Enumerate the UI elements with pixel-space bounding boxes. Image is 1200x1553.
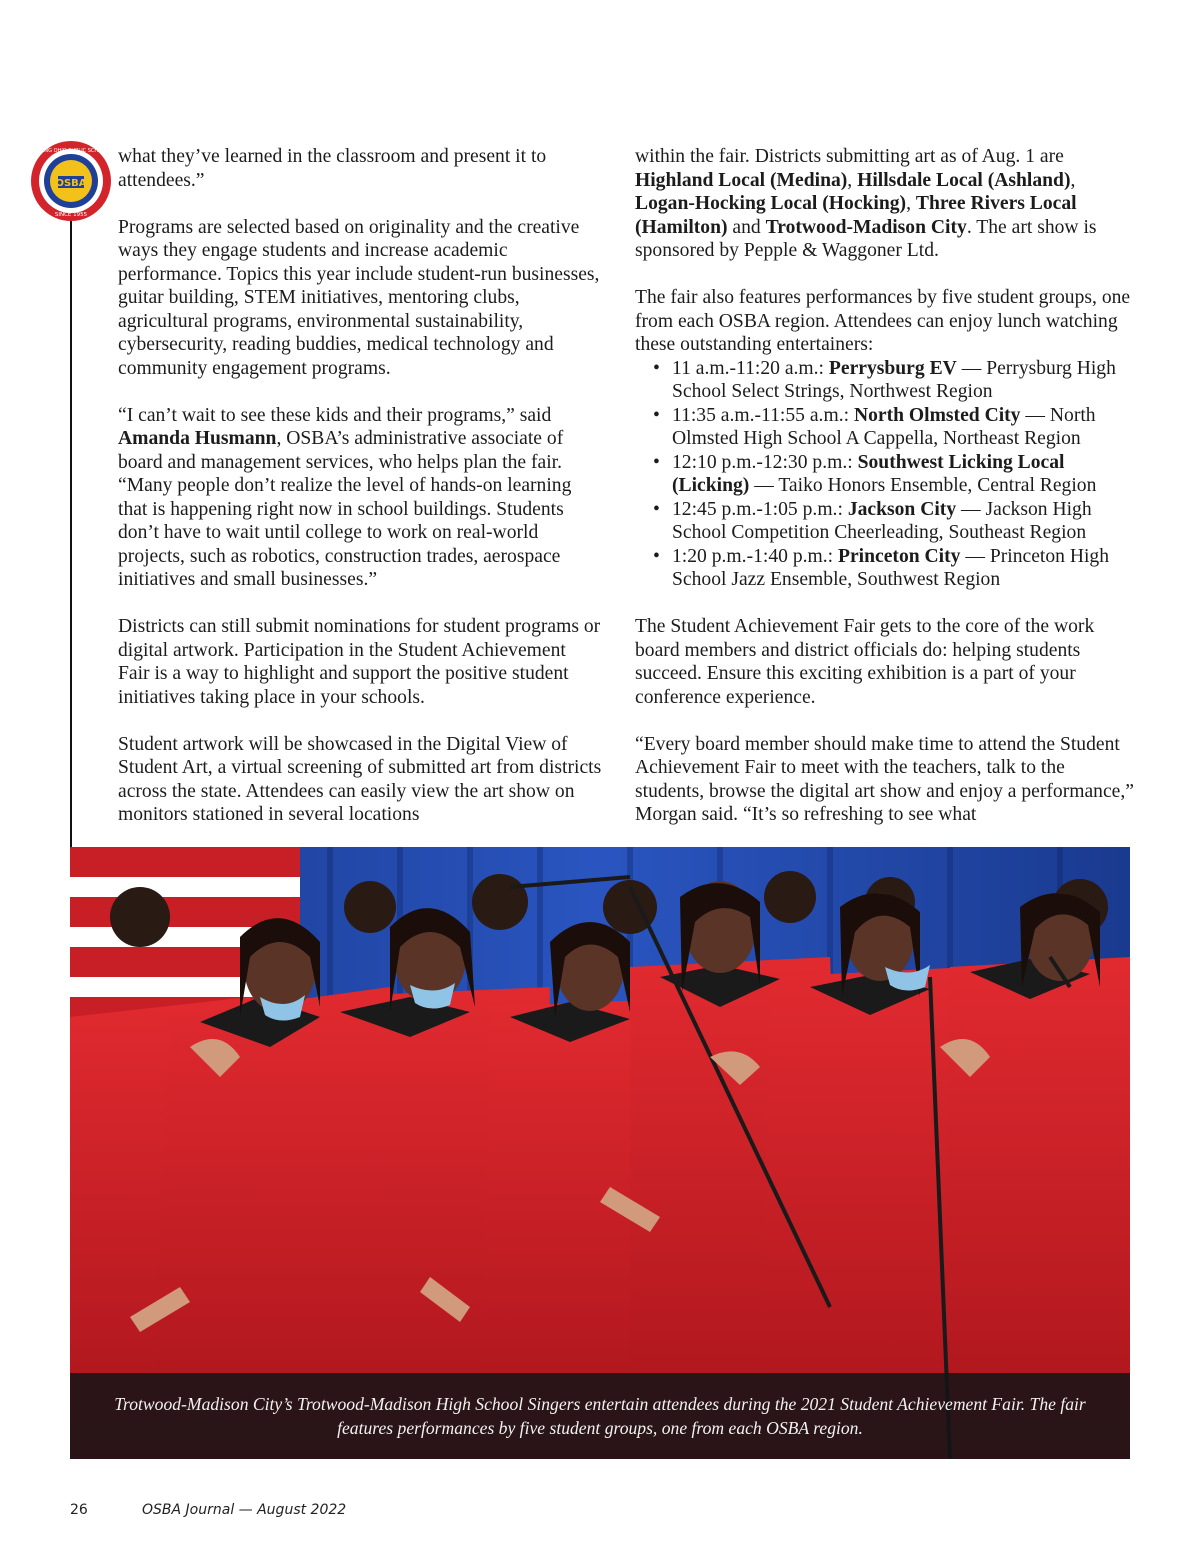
paragraph: what they’ve learned in the classroom and present it to attendees.” bbox=[118, 146, 547, 191]
right-text-column bbox=[635, 145, 1135, 850]
svg-text:SINCE 1955: SINCE 1955 bbox=[54, 212, 88, 218]
margin-rule bbox=[70, 192, 72, 848]
page-number: 26 bbox=[70, 1502, 88, 1518]
paragraph: Districts can still submit nominations for student programs or digital artwork. Participation in the Student Achievement Fair is a way to highlight and support the positive student initiatives taking place in your schools. bbox=[118, 616, 601, 708]
svg-text:SERVING OHIO PUBLIC SCHOOLS: SERVING OHIO PUBLIC SCHOOLS bbox=[30, 148, 112, 154]
choir-photo-illustration bbox=[70, 847, 1130, 1459]
schedule-item: • 12:45 p.m.-1:05 p.m.: Jackson City — Jackson High School Competition Cheerleading, Southeast Region bbox=[635, 498, 1135, 545]
quote-paragraph: “Every board member should make time to attend the Student Achievement Fair to meet with the teachers, talk to the students, browse the digital art show and enjoy a performance,” Morgan said. “It’s so refreshing to see what bbox=[635, 733, 1134, 825]
paragraph: Student artwork will be showcased in the Digital View of Student Art, a virtual screening of submitted art from districts across the state. Attendees can easily view the art show on monitors stationed in several locations bbox=[118, 733, 602, 825]
paragraph: Programs are selected based on originality and the creative ways they engage students and increase academic performance. Topics this year include student-run businesses, guitar building, STEM initiatives, mentoring clubs, agricultural programs, environmental sustainability, cybersecurity, reading buddies, medical technology and community engagement programs. bbox=[118, 216, 600, 379]
choir-photo bbox=[70, 847, 1130, 1459]
quote-paragraph: “I can’t wait to see these kids and their programs,” said Amanda Husmann, OSBA’s administrative associate of board and management services, who helps plan the fair. “Many people don’t realize the level of hands-on learning that is happening right now in school buildings. Students don’t have to wait until college to work on real-world projects, such as robotics, construction trades, aerospace initiatives and small businesses.” bbox=[118, 404, 572, 590]
left-text-column bbox=[118, 145, 602, 850]
osba-seal-logo bbox=[30, 140, 112, 222]
paragraph: The Student Achievement Fair gets to the core of the work board members and district officials do: helping students succeed. Ensure this exciting exhibition is a part of your conference experience. bbox=[635, 616, 1095, 708]
performance-schedule bbox=[635, 357, 1135, 592]
schedule-item: • 11 a.m.-11:20 a.m.: Perrysburg EV — Perrysburg High School Select Strings, Northwest Region bbox=[635, 357, 1135, 404]
schedule-item: • 12:10 p.m.-12:30 p.m.: Southwest Licking Local (Licking) — Taiko Honors Ensemble, Central Region bbox=[635, 451, 1135, 498]
photo-caption: Trotwood-Madison City’s Trotwood-Madison High School Singers entertain attendees during the 2021 Student Achievement Fair. The fair features performances by five student groups, one from each OSBA region. bbox=[70, 1373, 1130, 1459]
svg-text:OSBA: OSBA bbox=[55, 178, 87, 189]
journal-title: OSBA Journal — August 2022 bbox=[142, 1502, 347, 1518]
districts-paragraph: within the fair. Districts submitting art as of Aug. 1 are Highland Local (Medina), Hillsdale Local (Ashland), Logan-Hocking Local (Hocking), Three Rivers Local (Hamilton) and Trotwood-Madison City. The art show is sponsored by Pepple & Waggoner Ltd. bbox=[635, 146, 1097, 261]
schedule-item: • 1:20 p.m.-1:40 p.m.: Princeton City — Princeton High School Jazz Ensemble, Southwest Region bbox=[635, 545, 1135, 592]
paragraph: The fair also features performances by five student groups, one from each OSBA region. Attendees can enjoy lunch watching these outstanding entertainers: bbox=[635, 287, 1131, 355]
person-name: Amanda Husmann bbox=[118, 428, 277, 449]
schedule-item: • 11:35 a.m.-11:55 a.m.: North Olmsted City — North Olmsted High School A Cappella, Northeast Region bbox=[635, 404, 1135, 451]
